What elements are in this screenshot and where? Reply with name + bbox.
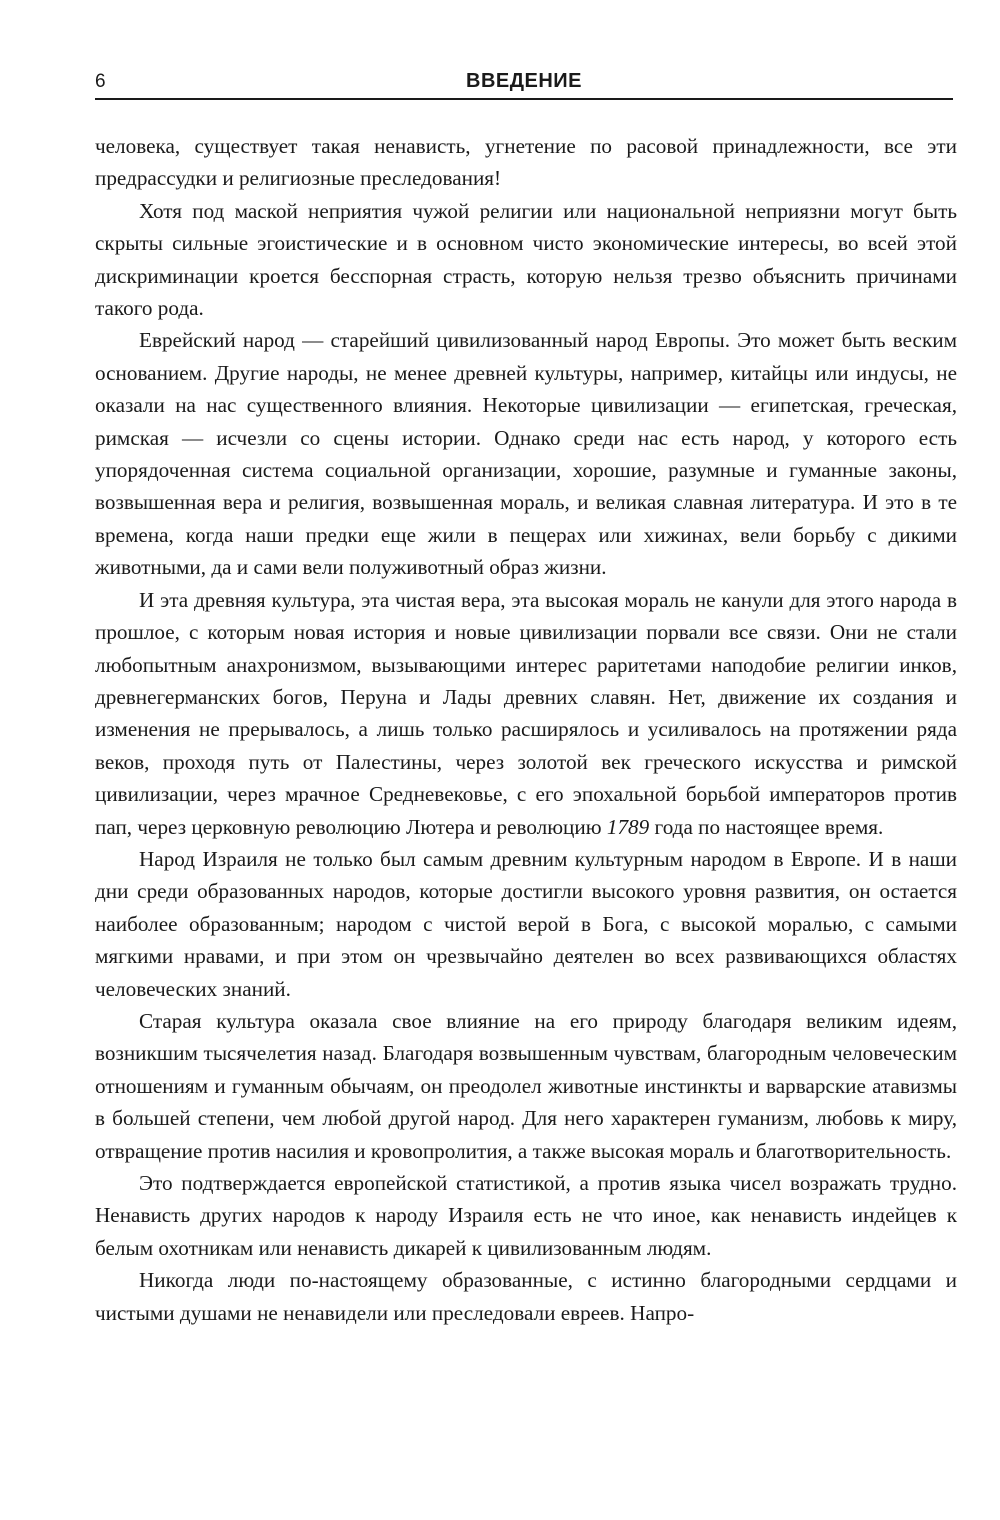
- paragraph-text: года по настоящее время.: [649, 814, 884, 839]
- paragraph: Народ Израиля не только был самым древним культурным народом в Европе. И в наши дни среди образованных народов, которые достигли высокого уровня развития, он остается наиболее образованным; народом с чистой верой в Бога, с высокой моралью, с самыми мягкими нравами, и при этом он чрезвычайно деятелен во всех развивающихся областях человеческих знаний.: [95, 846, 957, 1001]
- page-number: 6: [95, 71, 106, 92]
- paragraph: [95, 584, 957, 843]
- running-header: [95, 68, 953, 100]
- paragraph: Хотя под маской неприятия чужой религии или национальной неприязни могут быть скрыты сильные эгоистические и в основном чисто экономические интересы, во всей этой дискриминации кроется бесспорная страсть, которую нельзя трезво объяснить причинами такого рода.: [95, 198, 957, 321]
- section-title: ВВЕДЕНИЕ: [466, 70, 582, 92]
- paragraph: Старая культура оказала свое влияние на его природу благодаря великим идеям, возникшим тысячелетия назад. Благодаря возвышенным чувствам, благородным человеческим отношениям и гуманным обычаям, он преодолел животные инстинкты и варварские атавизмы в большей степени, чем любой другой народ. Для него характерен гуманизм, любовь к миру, отвращение против насилия и кровопролития, а также высокая мораль и благотворительность.: [95, 1008, 957, 1163]
- body-text: [95, 130, 957, 1329]
- paragraph: Никогда люди по-настоящему образованные, с истинно благородными сердцами и чистыми душами не ненавидели или преследовали евреев. Напро-: [95, 1268, 957, 1325]
- paragraph: Еврейский народ — старейший цивилизованный народ Европы. Это может быть веским основанием. Другие народы, не менее древней культуры, например, китайцы или индусы, не оказали на нас существенного влияния. Некоторые цивилизации — египетская, греческая, римская — исчезли со сцены истории. Однако среди нас есть народ, у которого есть упорядоченная система социальной организации, хорошие, разумные и гуманные законы, возвышенная вера и религия, возвышенная мораль, и великая славная литература. И это в те времена, когда наши предки еще жили в пещерах или хижинах, вели борьбу с дикими животными, да и сами вели полуживотный образ жизни.: [95, 328, 957, 580]
- paragraph-continued: человека, существует такая ненависть, угнетение по расовой принадлежности, все эти предрассудки и религиозные преследования!: [95, 134, 957, 191]
- year-italic: 1789: [606, 814, 650, 839]
- paragraph-text: И эта древняя культура, эта чистая вера, эта высокая мораль не канули для этого народа в прошлое, с которым новая история и новые цивилизации порвали все связи. Они не стали любопытным анахронизмом, вызывающими интерес раритетами наподобие религии инков, древнегерманских богов, Перуна и Лады древних славян. Нет, движение их создания и изменения не прерывалось, а лишь только расширялось и усиливалось на протяжении ряда веков, проходя путь от Палестины, через золотой век греческого искусства и римской цивилизации, через мрачное Средневековье, с его эпохальной борьбой императоров против пап, через церковную революцию Лютера и революцию: [95, 587, 957, 839]
- paragraph: Это подтверждается европейской статистикой, а против языка чисел возражать трудно. Ненависть других народов к народу Израиля есть не что иное, как ненависть индейцев к белым охотникам или ненависть дикарей к цивилизованным людям.: [95, 1171, 957, 1260]
